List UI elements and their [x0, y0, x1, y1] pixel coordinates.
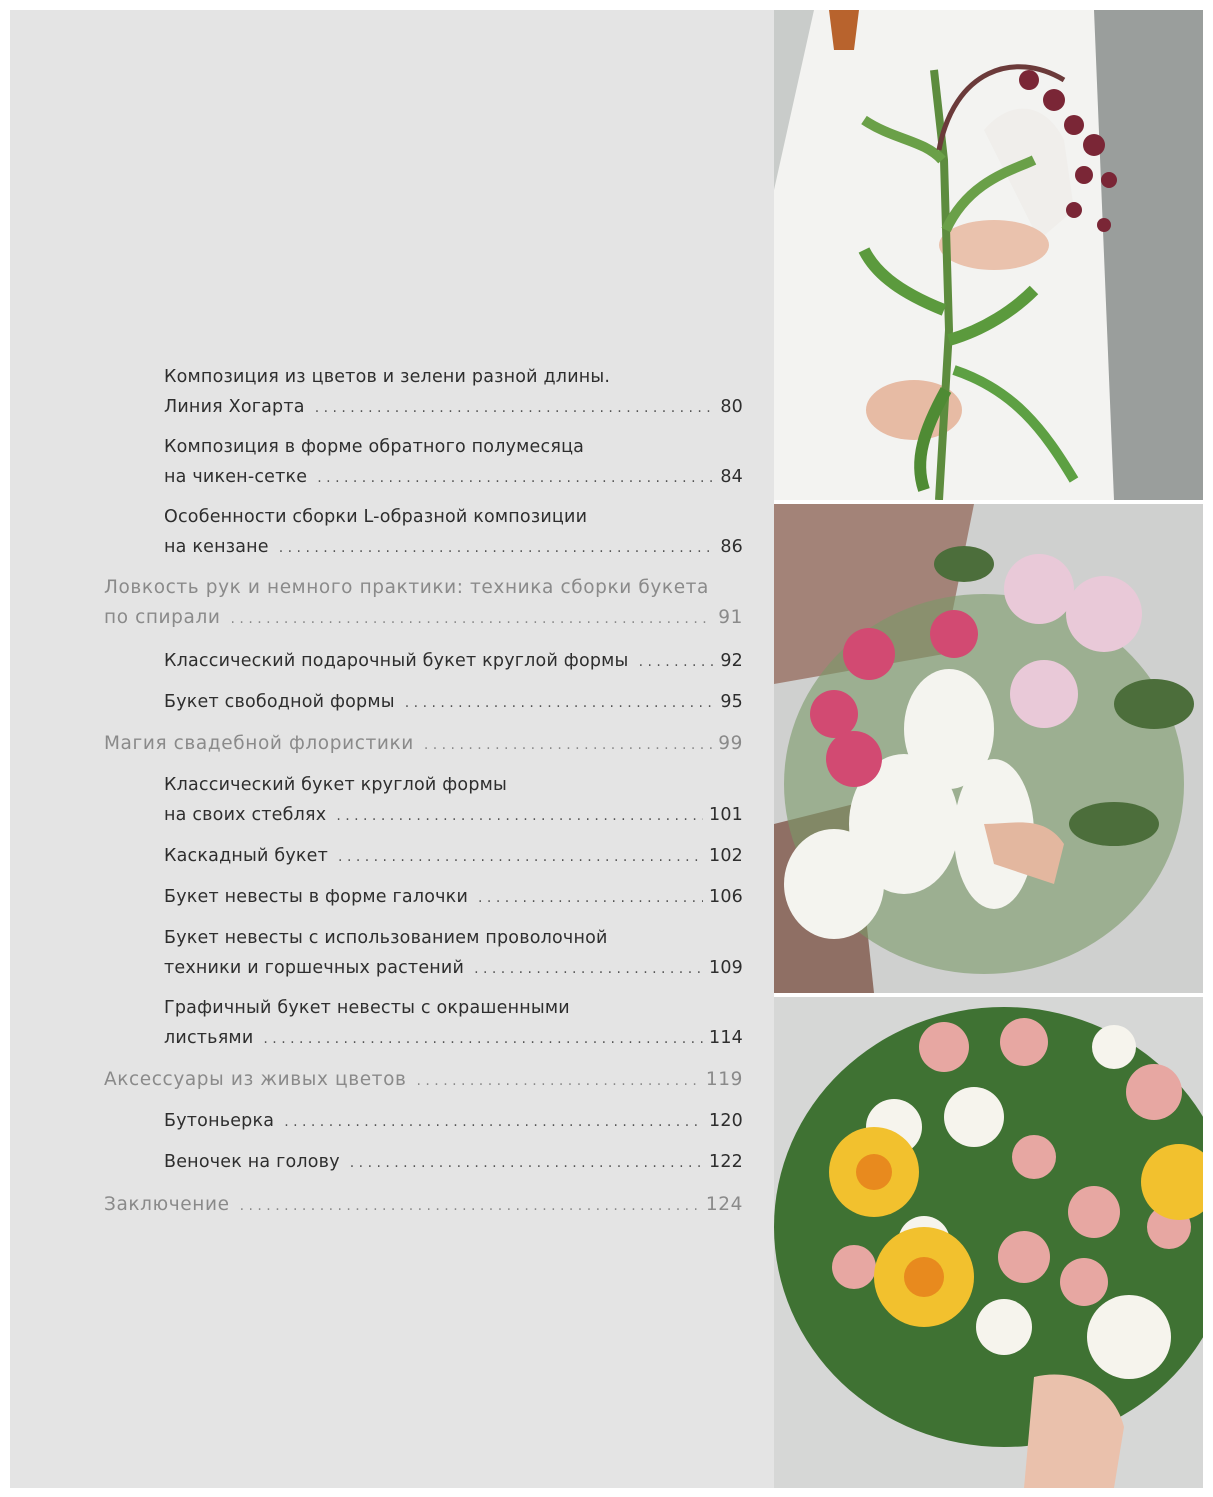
leader-dots: [336, 801, 703, 831]
leader-dots: [263, 1024, 703, 1054]
photo-lilac-bouquet: [774, 504, 1203, 993]
leader-dots: [417, 1066, 700, 1096]
leader-dots: [474, 954, 703, 984]
leader-dots: [424, 730, 712, 760]
toc-page-number: 109: [708, 958, 743, 978]
toc-page-number: 122: [708, 1152, 743, 1172]
toc-page-number: 120: [708, 1111, 743, 1131]
toc-entry[interactable]: [164, 1106, 743, 1137]
toc-page-number: 95: [720, 692, 743, 712]
leader-dots: [350, 1148, 703, 1178]
toc-page-number: 80: [720, 397, 743, 417]
leader-dots: [279, 533, 715, 563]
toc-chapter[interactable]: [104, 573, 743, 634]
toc-entry[interactable]: [164, 841, 743, 872]
leader-dots: [231, 604, 713, 634]
toc-page-number: 92: [720, 651, 743, 671]
toc-entry[interactable]: [164, 770, 743, 831]
toc-entry[interactable]: [164, 1147, 743, 1178]
toc-entry[interactable]: [164, 502, 743, 563]
toc-entry[interactable]: [164, 993, 743, 1054]
toc-page-number: 86: [720, 537, 743, 557]
leader-dots: [338, 842, 703, 872]
toc-entry-title: техники и горшечных растений: [164, 958, 465, 978]
toc-entry-title-line: Букет невесты с использованием проволочной: [164, 928, 608, 948]
toc-entry[interactable]: [164, 687, 743, 718]
toc-chapter-title-line: Ловкость рук и немного практики: техника сборки букета: [104, 577, 709, 598]
toc-chapter-title: Магия свадебной флористики: [104, 733, 414, 754]
toc-entry-title-line: Классический букет круглой формы: [164, 775, 508, 795]
leader-dots: [240, 1191, 700, 1221]
leader-dots: [639, 647, 715, 677]
toc-entry[interactable]: [164, 882, 743, 913]
toc-page-number: 119: [705, 1069, 743, 1090]
toc-entry-title: на кензане: [164, 537, 269, 557]
leader-dots: [284, 1107, 703, 1137]
toc-page-number: 102: [708, 846, 743, 866]
toc-entry-title: на своих стеблях: [164, 805, 327, 825]
toc-chapter[interactable]: [104, 1065, 743, 1096]
leader-dots: [478, 883, 703, 913]
toc-page-number: 84: [720, 467, 743, 487]
toc-page-number: 114: [708, 1028, 743, 1048]
toc-entry-title: на чикен-сетке: [164, 467, 308, 487]
toc-entry-title: Букет невесты в форме галочки: [164, 887, 469, 907]
leader-dots: [405, 688, 715, 718]
photo-florist-with-stems: [774, 10, 1203, 500]
toc-entry[interactable]: [164, 362, 743, 423]
toc-page-number: 91: [718, 607, 743, 628]
toc-page-number: 101: [708, 805, 743, 825]
leader-dots: [317, 463, 714, 493]
photo-tulip-rose-bouquet: [774, 997, 1203, 1488]
toc-entry-title: Линия Хогарта: [164, 397, 305, 417]
leader-dots: [315, 393, 715, 423]
toc-entry-title: Классический подарочный букет круглой формы: [164, 651, 629, 671]
toc-entry[interactable]: [164, 432, 743, 493]
toc-entry-title-line: Особенности сборки L-образной композиции: [164, 507, 588, 527]
toc-entry-title-line: Композиция из цветов и зелени разной длины.: [164, 367, 611, 387]
toc-page-number: 124: [705, 1194, 743, 1215]
toc-page-number: 99: [718, 733, 743, 754]
toc-chapter[interactable]: [104, 1190, 743, 1221]
toc-entry-title: Бутоньерка: [164, 1111, 275, 1131]
toc-entry[interactable]: [164, 923, 743, 984]
toc-entry-title: Каскадный букет: [164, 846, 329, 866]
toc-chapter-title: Заключение: [104, 1194, 230, 1215]
toc-chapter[interactable]: [104, 729, 743, 760]
toc-chapter-title: по спирали: [104, 607, 221, 628]
toc-entry[interactable]: [164, 646, 743, 677]
toc-entry-title-line: Композиция в форме обратного полумесяца: [164, 437, 585, 457]
toc-page-number: 106: [708, 887, 743, 907]
toc-chapter-title: Аксессуары из живых цветов: [104, 1069, 407, 1090]
toc-entry-title: листьями: [164, 1028, 254, 1048]
toc-entry-title: Веночек на голову: [164, 1152, 340, 1172]
toc-entry-title-line: Графичный букет невесты с окрашенными: [164, 998, 570, 1018]
toc-entry-title: Букет свободной формы: [164, 692, 395, 712]
